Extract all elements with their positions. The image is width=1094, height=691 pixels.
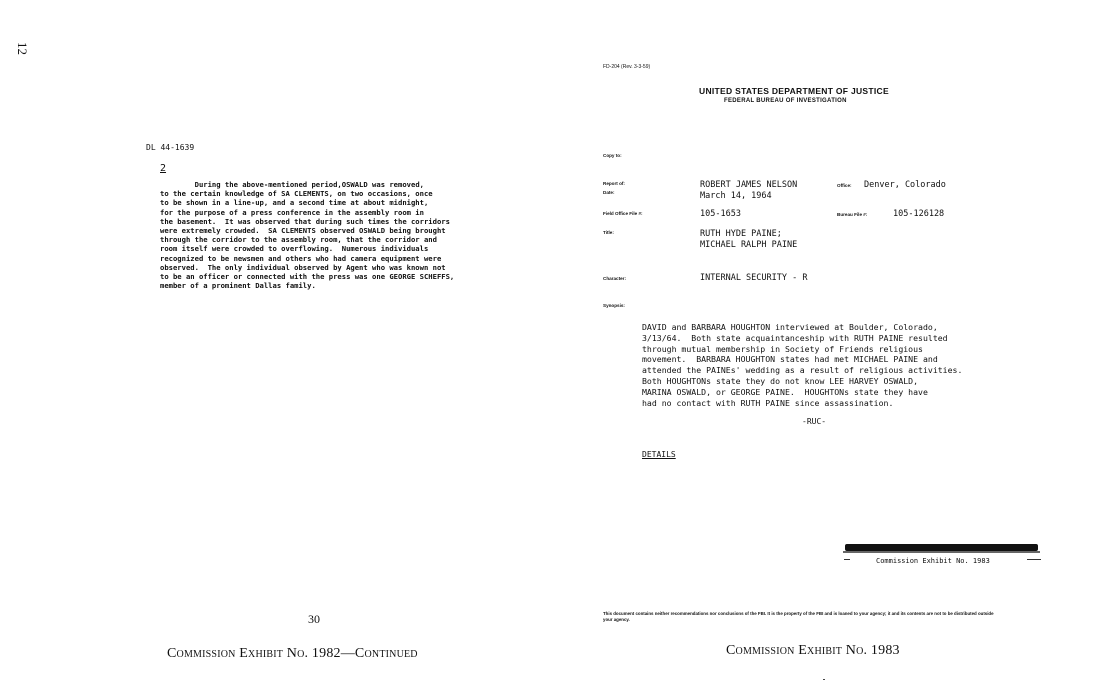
title-value-line1: RUTH HYDE PAINE; (700, 229, 782, 239)
bureau-file-label: Bureau File #: (837, 212, 868, 217)
right-exhibit-caption: Commission Exhibit No. 1983 (726, 643, 900, 658)
field-office-file-value: 105-1653 (700, 209, 741, 219)
report-body-text: During the above-mentioned period,OSWALD was removed, to the certain knowledge of SA CLEMENTS, on two occasions, once to be shown in a line-up, and a second time at about midnight, for the purpose of a press conference in the assembly room in the basement. It was observed that during such times the corridors were extremely crowded. SA CLEMENTS observed OSWALD being brought through the corridor to the assembly room, that the corridor and room itself were crowded to overflowing. Numerous individuals recognized to be newsmen and others who had camera equipment were observed. The only individual observed by Agent who was known not to be an officer or connected with the press was one GEORGE SCHEFFS, member of a prominent Dallas family. (160, 180, 455, 291)
title-label: Title: (603, 230, 614, 235)
date-label: Date: (603, 190, 615, 195)
exhibit-stamp-label: Commission Exhibit No. 1983 (876, 557, 990, 565)
report-of-label: Report of: (603, 181, 625, 186)
file-number: DL 44-1639 (146, 143, 195, 152)
disclaimer-text: This document contains neither recommendations nor conclusions of the FBI. It is the property of the FBI and is loaned to your agency; it and its contents are not to be distributed outside your agency. (603, 611, 994, 622)
page-number: 30 (308, 612, 320, 626)
field-office-file-label: Field Office File #: (603, 211, 643, 216)
ruc-marker: -RUC- (802, 417, 827, 426)
character-value: INTERNAL SECURITY - R (700, 273, 808, 283)
exhibit-stamp-bar-shadow (843, 551, 1040, 553)
office-value: Denver, Colorado (864, 180, 946, 190)
copy-to-label: Copy to: (603, 153, 622, 158)
stamp-dash-left (844, 559, 850, 560)
stamp-dash-right (1027, 559, 1041, 560)
date-value: March 14, 1964 (700, 191, 772, 201)
exhibit-stamp-bar (845, 544, 1038, 551)
agency-subtitle: FEDERAL BUREAU OF INVESTIGATION (724, 98, 847, 104)
report-page-number: 2 (160, 163, 167, 174)
report-of-value: ROBERT JAMES NELSON (700, 180, 798, 190)
synopsis-label: Synopsis: (603, 303, 625, 308)
bureau-file-value: 105-126128 (893, 209, 945, 219)
details-heading: DETAILS (642, 450, 676, 459)
left-exhibit-caption: Commission Exhibit No. 1982—Continued (167, 646, 418, 661)
form-code: FD-204 (Rev. 3-3-59) (603, 64, 651, 70)
top-page-number: 12 (15, 42, 30, 55)
character-label: Character: (603, 276, 626, 281)
office-label: Office: (837, 183, 852, 188)
scan-mark (823, 679, 825, 680)
agency-title: UNITED STATES DEPARTMENT OF JUSTICE (699, 86, 889, 96)
synopsis-text: DAVID and BARBARA HOUGHTON interviewed at Boulder, Colorado, 3/13/64. Both state acquaintanceship with RUTH PAINE resulted through mutual membership in Society of Friends religious movement. BARBARA HOUGHTON states had met MICHAEL PAINE and attended the PAINEs' wedding as a result of religious activities. Both HOUGHTONs state they do not know LEE HARVEY OSWALD, MARINA OSWALD, or GEORGE PAINE. HOUGHTONs state they have had no contact with RUTH PAINE since assassination. (642, 322, 963, 408)
title-value-line2: MICHAEL RALPH PAINE (700, 240, 798, 250)
